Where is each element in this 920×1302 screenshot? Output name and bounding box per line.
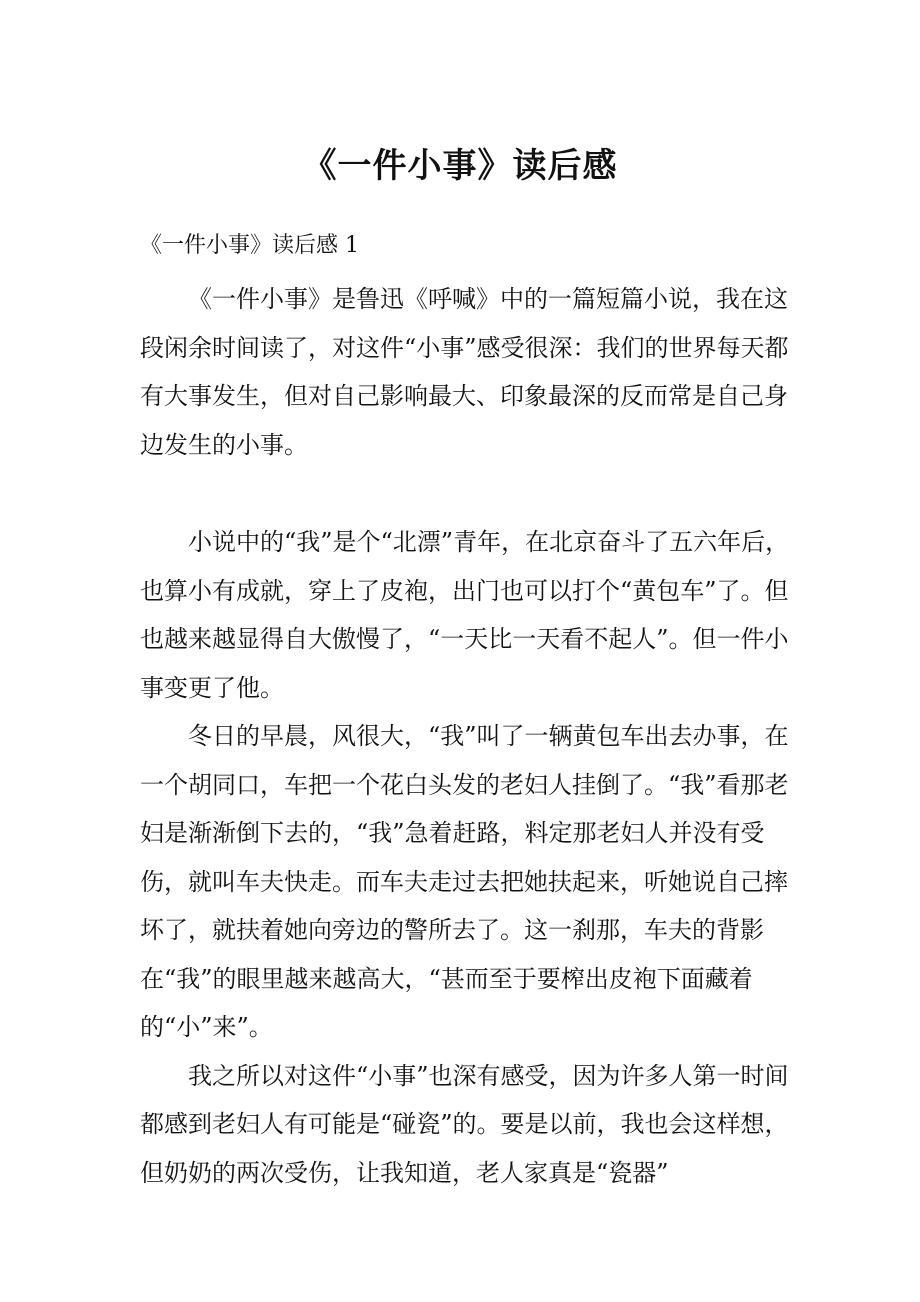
section-heading: 《一件小事》读后感 1: [140, 233, 359, 258]
paragraph-2: 小说中的“我”是个“北漂”青年，在北京奋斗了五六年后，也算小有成就，穿上了皮袍，出门也可以打个“黄包车”了。但也越来越显得自大傲慢了，“一天比一天看不起人”。但一件小事变更了他。: [140, 528, 790, 702]
paragraph-3: 冬日的早晨，风很大，“我”叫了一辆黄包车出去办事，在一个胡同口，车把一个花白头发的老妇人挂倒了。“我”看那老妇是渐渐倒下去的，“我”急着赶路，料定那老妇人并没有受伤，就叫车夫快走。而车夫走过去把她扶起来，听她说自己摔坏了，就扶着她向旁边的警所去了。这一刹那，车夫的背影在“我”的眼里越来越高大，“甚而至于要榨出皮袍下面藏着的“小”来”。: [140, 722, 789, 1041]
paragraph-4: 我之所以对这件“小事”也深有感受，因为许多人第一时间都感到老妇人有可能是“碰瓷”的。要是以前，我也会这样想，但奶奶的两次受伤，让我知道，老人家真是“瓷器”: [140, 1061, 789, 1187]
paragraph-1: 《一件小事》是鲁迅《呼喊》中的一篇短篇小说，我在这段闲余时间读了，对这件“小事”感受很深：我们的世界每天都有大事发生，但对自己影响最大、印象最深的反而常是自己身边发生的小事。: [140, 285, 789, 459]
document-title: 《一件小事》读后感: [302, 146, 618, 186]
document-body: [140, 275, 790, 1197]
